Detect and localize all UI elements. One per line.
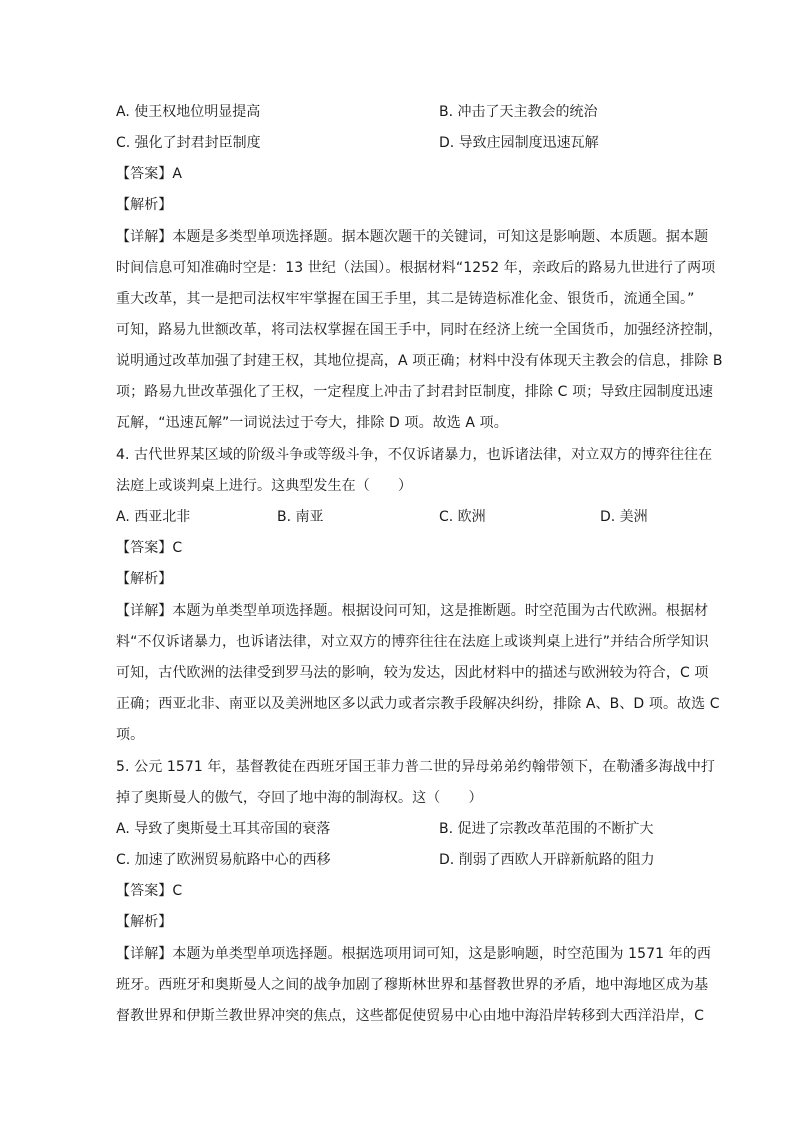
q4-detail-line: 料“不仅诉诸暴力，也诉诸法律，对立双方的博弈往往在法庭上或谈判桌上进行”并结合所学知识 bbox=[116, 634, 709, 650]
q3-detail-line: 时间信息可知准确时空是：13 世纪（法国）。根据材料“1252 年，亲政后的路易九世进行了两项 bbox=[116, 260, 716, 276]
q5-detail-line: 【详解】本题为单类型单项选择题。根据选项用词可知，这是影响题，时空范围为 1571 年的西 bbox=[116, 946, 712, 962]
q4-stem-line: 法庭上或谈判桌上进行。这典型发生在（ ） bbox=[116, 478, 413, 494]
q3-option-a: A. 使王权地位明显提高 bbox=[116, 104, 261, 120]
q3-detail-line: 可知，路易九世额改革，将司法权掌握在国王手中，同时在经济上统一全国货币，加强经济控制， bbox=[116, 322, 723, 338]
q4-option-a: A. 西亚北非 bbox=[116, 509, 191, 525]
q3-option-b: B. 冲击了天主教会的统治 bbox=[439, 104, 598, 120]
q4-detail-line: 项。 bbox=[116, 727, 145, 743]
q4-detail-line: 正确；西亚北非、南亚以及美洲地区多以武力或者宗教手段解决纠纷，排除 A、B、D 项。故选 C bbox=[116, 696, 720, 712]
q5-option-b: B. 促进了宗教改革范围的不断扩大 bbox=[439, 821, 654, 837]
q4-detail-line: 可知，古代欧洲的法律受到罗马法的影响，较为发达，因此材料中的描述与欧洲较为符合，C 项 bbox=[116, 665, 709, 681]
q5-detail-line: 班牙。西班牙和奥斯曼人之间的战争加剧了穆斯林世界和基督教世界的矛盾，地中海地区成为基 bbox=[116, 977, 709, 993]
q3-answer: 【答案】A bbox=[116, 166, 183, 182]
q5-option-d: D. 削弱了西欧人开辟新航路的阻力 bbox=[439, 852, 655, 868]
q3-detail-line: 项；路易九世改革强化了王权，一定程度上冲击了封君封臣制度，排除 C 项；导致庄园制度迅速 bbox=[116, 384, 714, 400]
q4-option-c: C. 欧洲 bbox=[439, 509, 486, 525]
q5-stem-line: 5. 公元 1571 年，基督教徒在西班牙国王菲力普二世的异母弟弟约翰带领下，在勒潘多海战中打 bbox=[116, 759, 716, 775]
q5-analysis-label: 【解析】 bbox=[116, 914, 173, 930]
q4-option-b: B. 南亚 bbox=[277, 509, 324, 525]
q3-option-d: D. 导致庄园制度迅速瓦解 bbox=[439, 135, 599, 151]
q5-detail-line: 督教世界和伊斯兰教世界冲突的焦点，这些都促使贸易中心由地中海沿岸转移到大西洋沿岸，C bbox=[116, 1008, 704, 1024]
q5-option-a: A. 导致了奥斯曼土耳其帝国的衰落 bbox=[116, 821, 331, 837]
q5-stem-line: 掉了奥斯曼人的傲气，夺回了地中海的制海权。这（ ） bbox=[116, 790, 483, 806]
q3-detail-line: 【详解】本题是多类型单项选择题。据本题次题干的关键词，可知这是影响题、本质题。据本题 bbox=[116, 229, 709, 245]
q4-stem-line: 4. 古代世界某区域的阶级斗争或等级斗争，不仅诉诸暴力，也诉诸法律，对立双方的博弈往往在 bbox=[116, 447, 713, 463]
q5-option-c: C. 加速了欧洲贸易航路中心的西移 bbox=[116, 852, 331, 868]
q4-detail-line: 【详解】本题为单类型单项选择题。根据设问可知，这是推断题。时空范围为古代欧洲。根据材 bbox=[116, 603, 709, 619]
q3-analysis-label: 【解析】 bbox=[116, 197, 173, 213]
q3-detail-line: 说明通过改革加强了封建王权，其地位提高，A 项正确；材料中没有体现天主教会的信息，排除 B bbox=[116, 353, 723, 369]
q3-detail-line: 瓦解，“迅速瓦解”一词说法过于夸大，排除 D 项。故选 A 项。 bbox=[116, 415, 508, 431]
q3-detail-line: 重大改革，其一是把司法权牢牢掌握在国王手里，其二是铸造标准化金、银货币，流通全国。” bbox=[116, 291, 695, 307]
q4-option-d: D. 美洲 bbox=[600, 509, 648, 525]
q4-answer: 【答案】C bbox=[116, 540, 183, 556]
q5-answer: 【答案】C bbox=[116, 883, 183, 899]
q3-option-c: C. 强化了封君封臣制度 bbox=[116, 135, 261, 151]
q4-analysis-label: 【解析】 bbox=[116, 571, 173, 587]
